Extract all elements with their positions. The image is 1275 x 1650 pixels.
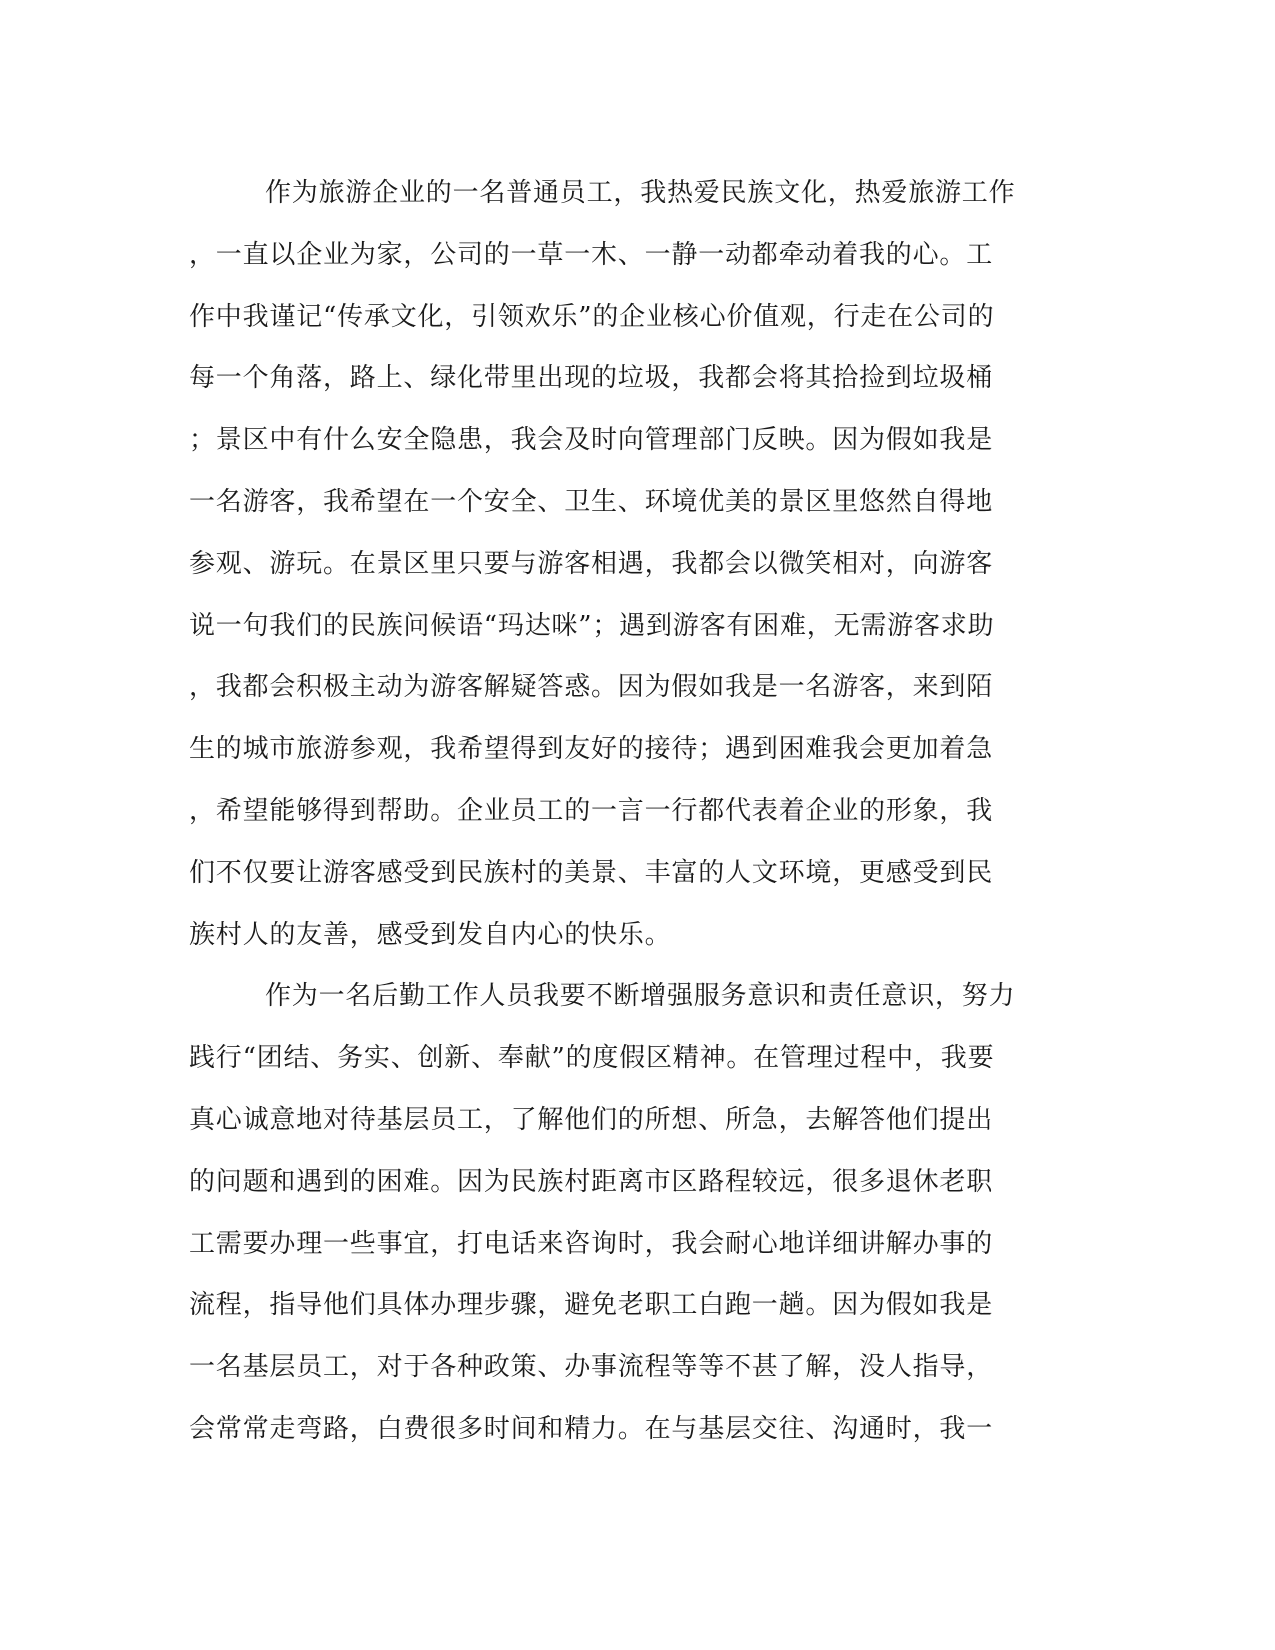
document-body <box>189 163 1089 1461</box>
text-line: 生的城市旅游参观，我希望得到友好的接待；遇到困难我会更加着急 <box>189 734 994 765</box>
text-line: 工需要办理一些事宜，打电话来咨询时，我会耐心地详细讲解办事的 <box>189 1228 994 1259</box>
text-line: 们不仅要让游客感受到民族村的美景、丰富的人文环境，更感受到民 <box>189 857 994 888</box>
text-line: ，我都会积极主动为游客解疑答惑。因为假如我是一名游客，来到陌 <box>189 672 994 703</box>
text-line: 作为一名后勤工作人员我要不断增强服务意识和责任意识，努力 <box>265 981 1016 1012</box>
paragraph-2 <box>189 966 1089 1460</box>
text-line: 说一句我们的民族问候语“玛达咪”；遇到游客有困难，无需游客求助 <box>189 610 995 641</box>
text-line: 会常常走弯路，白费很多时间和精力。在与基层交往、沟通时，我一 <box>189 1413 994 1444</box>
paragraph-1 <box>189 163 1089 966</box>
text-line: 族村人的友善，感受到发自内心的快乐。 <box>189 919 672 950</box>
text-line: 一名游客，我希望在一个安全、卫生、环境优美的景区里悠然自得地 <box>189 486 994 517</box>
text-line: 作中我谨记“传承文化，引领欢乐”的企业核心价值观，行走在公司的 <box>189 301 995 332</box>
text-line: 真心诚意地对待基层员工，了解他们的所想、所急，去解答他们提出 <box>189 1104 994 1135</box>
text-line: 作为旅游企业的一名普通员工，我热爱民族文化，热爱旅游工作 <box>265 178 1016 208</box>
text-line: 的问题和遇到的困难。因为民族村距离市区路程较远，很多退休老职 <box>189 1166 994 1197</box>
text-line: ；景区中有什么安全隐患，我会及时向管理部门反映。因为假如我是 <box>189 425 994 456</box>
text-line: 参观、游玩。在景区里只要与游客相遇，我都会以微笑相对，向游客 <box>189 548 994 579</box>
text-line: 践行“团结、务实、创新、奉献”的度假区精神。在管理过程中，我要 <box>189 1043 995 1074</box>
text-line: ，一直以企业为家，公司的一草一木、一静一动都牵动着我的心。工 <box>189 239 994 270</box>
text-line: 每一个角落，路上、绿化带里出现的垃圾，我都会将其拾捡到垃圾桶 <box>189 363 994 394</box>
text-line: 流程，指导他们具体办理步骤，避免老职工白跑一趟。因为假如我是 <box>189 1290 994 1321</box>
text-line: 一名基层员工，对于各种政策、办事流程等等不甚了解，没人指导， <box>189 1352 994 1383</box>
text-line: ，希望能够得到帮助。企业员工的一言一行都代表着企业的形象，我 <box>189 795 994 826</box>
